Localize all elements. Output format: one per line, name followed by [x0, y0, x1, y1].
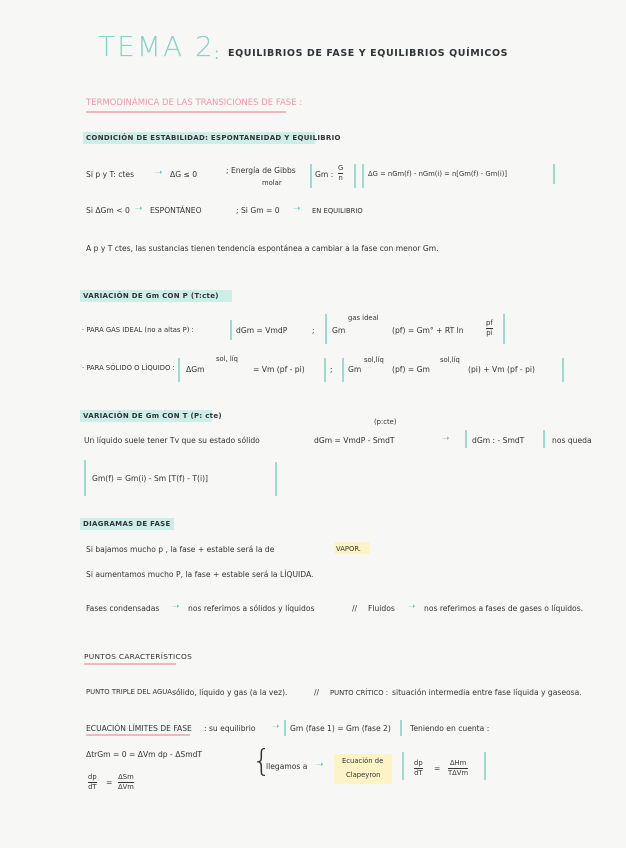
gas-label: · PARA GAS IDEAL (no a altas P) : — [82, 326, 194, 334]
sol-semi: ; — [330, 365, 333, 374]
ecuacion-l1b: Gm (fase 1) = Gm (fase 2) — [290, 724, 391, 733]
frac-num: dp — [414, 759, 423, 768]
arrow-icon: ➝ — [408, 602, 416, 612]
sol-rhs: Gm — [348, 365, 362, 374]
diag-title: DIAGRAMAS DE FASE — [83, 520, 171, 528]
frac-num: G — [338, 164, 344, 173]
diag-l3d: Fluidos — [368, 604, 395, 613]
frac-den: TΔVm — [448, 769, 469, 777]
arrow-icon: ➝ — [272, 722, 280, 732]
var-t-l1: Un líquido suele tener Tv que su estado sólido — [84, 436, 260, 445]
gas-sup: gas ideal — [348, 314, 379, 322]
arrow-icon: ➝ — [135, 204, 143, 214]
arrow-icon: ➝ — [155, 168, 163, 178]
equals-sign: = — [106, 778, 113, 787]
frac-den: pi — [486, 329, 493, 337]
arrow-icon: ➝ — [293, 204, 301, 214]
var-t-title: VARIACIÓN DE Gm CON T (P: cte) — [83, 412, 222, 420]
var-t-res-tail: nos queda — [552, 436, 592, 445]
section-underline — [86, 734, 190, 736]
box-bar — [178, 358, 180, 382]
puntos-l1b: sólido, líquido y gas (a la vez). — [172, 688, 288, 697]
ecuacion-frac2 — [118, 772, 134, 791]
ecuacion-l1c: Teniendo en cuenta : — [410, 724, 490, 733]
frac-num: ΔSm — [118, 773, 134, 782]
section-termodinamica-title: TERMODINÁMICA DE LAS TRANSICIONES DE FASE : — [86, 98, 303, 108]
cond-l1-c: ; Energía de Gibbs — [226, 166, 296, 175]
cond-dg: ΔG = nGm(f) - nGm(i) = n[Gm(f) - Gm(i)] — [368, 170, 508, 178]
page-subtitle: EQUILIBRIOS DE FASE Y EQUILIBRIOS QUÍMICOS — [228, 48, 509, 59]
sol-rhs-sup2: sol,líq — [440, 356, 460, 364]
puntos-l1c: // — [314, 688, 320, 697]
diag-l2: Si aumentamos mucho P, la fase + estable será la LÍQUIDA. — [86, 570, 314, 579]
clapeyron-2: Clapeyron — [346, 771, 381, 779]
box-bar — [465, 430, 467, 448]
page-title: TEMA 2 — [98, 30, 215, 63]
cond-l2-b: ESPONTÁNEO — [150, 206, 202, 215]
frac-num: ΔHm — [449, 759, 467, 768]
cond-l3: A p y T ctes, las sustancias tienen tendencia espontánea a cambiar a la fase con menor Gm. — [86, 244, 439, 253]
cond-l1-b: ΔG ≤ 0 — [170, 170, 198, 179]
var-t-box: Gm(f) = Gm(i) - Sm [T(f) - T(i)] — [92, 474, 208, 483]
llegamos: llegamos a — [266, 762, 308, 771]
section-underline — [84, 663, 176, 665]
box-bar — [342, 358, 344, 382]
box-bar — [324, 358, 326, 382]
frac-num: pf — [486, 319, 493, 328]
var-t-res: dGm : - SmdT — [472, 436, 525, 445]
diag-l1b: VAPOR. — [336, 545, 361, 553]
ecuacion-frac1 — [88, 772, 97, 791]
equals-sign: = — [434, 764, 441, 773]
box-bar — [84, 460, 86, 496]
box-bar — [402, 752, 404, 780]
sol-eq: ΔGm — [186, 365, 205, 374]
cond-l1-c2: molar — [262, 179, 282, 187]
brace-icon: { — [252, 744, 272, 779]
sol-eq2: = Vm (pf - pi) — [253, 365, 305, 374]
puntos-l1a: PUNTO TRIPLE DEL AGUA : — [86, 688, 177, 696]
gm-fraction — [338, 163, 343, 182]
section-underline — [86, 111, 286, 113]
frac-den: dT — [88, 783, 97, 791]
cond-gm: Gm : — [315, 170, 334, 179]
sol-sup: sol, líq — [216, 355, 239, 363]
pf-pi-fraction — [486, 318, 493, 337]
box-bar — [325, 314, 327, 344]
gas-rhs2: (pf) = Gm° + RT ln — [392, 326, 464, 335]
frac-den: dT — [414, 769, 423, 777]
gas-eq: dGm = VmdP — [236, 326, 288, 335]
result-frac2 — [448, 758, 468, 777]
arrow-icon: ➝ — [316, 760, 324, 770]
ecuacion-l1a: : su equilibrio — [204, 724, 256, 733]
cond-title: CONDICIÓN DE ESTABILIDAD: ESPONTANEIDAD Y EQUILIBRIO — [86, 134, 341, 142]
puntos-l1e: situación intermedia entre fase líquida y gaseosa. — [392, 688, 582, 697]
cond-l2-a: Si ΔGm < 0 — [86, 206, 130, 215]
box-bar — [484, 752, 486, 780]
puntos-title: PUNTOS CARACTERÍSTICOS — [84, 652, 193, 661]
result-frac1 — [414, 758, 423, 777]
diag-l3c: // — [352, 604, 358, 613]
box-bar — [275, 462, 277, 496]
var-p-title: VARIACIÓN DE Gm CON P (T:cte) — [83, 292, 219, 300]
sol-rhs3: (pi) + Vm (pf - pi) — [468, 365, 535, 374]
frac-den: n — [338, 174, 343, 182]
box-bar — [503, 314, 505, 344]
diag-l3b: nos referimos a sólidos y líquidos — [188, 604, 315, 613]
box-bar — [354, 164, 356, 188]
box-bar — [562, 358, 564, 382]
cond-l2-c: ; Si Gm = 0 — [236, 206, 280, 215]
arrow-icon: ➝ — [442, 434, 450, 444]
ecuacion-l2: ΔtrGm = 0 = ΔVm dp - ΔSmdT — [86, 750, 203, 759]
gas-semi: ; — [312, 326, 315, 335]
frac-num: dp — [88, 773, 97, 782]
box-bar — [284, 720, 286, 736]
cond-l1-a: Si p y T: ctes — [86, 170, 135, 179]
box-bar — [543, 430, 545, 448]
frac-den: ΔVm — [118, 783, 134, 791]
arrow-icon: ➝ — [172, 602, 180, 612]
box-bar — [362, 164, 364, 188]
sol-rhs-sup: sol,líq — [364, 356, 384, 364]
var-t-pconst: (p:cte) — [374, 418, 397, 426]
sol-rhs2: (pf) = Gm — [392, 365, 430, 374]
gas-rhs: Gm — [332, 326, 346, 335]
sol-label: · PARA SÓLIDO O LÍQUIDO : — [82, 364, 175, 372]
puntos-l1d: PUNTO CRÍTICO : — [330, 689, 388, 697]
cond-l2-d: EN EQUILIBRIO — [312, 207, 363, 215]
box-bar — [400, 720, 402, 736]
title-colon: : — [214, 44, 220, 63]
box-bar — [310, 164, 312, 188]
box-bar — [553, 164, 555, 184]
clapeyron-1: Ecuación de — [342, 757, 384, 765]
box-bar — [230, 320, 232, 340]
diag-l3a: Fases condensadas — [86, 604, 160, 613]
diag-l1a: Si bajamos mucho p , la fase + estable será la de — [86, 545, 275, 554]
var-t-eq: dGm = VmdP - SmdT — [314, 436, 395, 445]
ecuacion-title: ECUACIÓN LÍMITES DE FASE — [86, 724, 192, 733]
diag-l3e: nos referimos a fases de gases o líquidos. — [424, 604, 584, 613]
